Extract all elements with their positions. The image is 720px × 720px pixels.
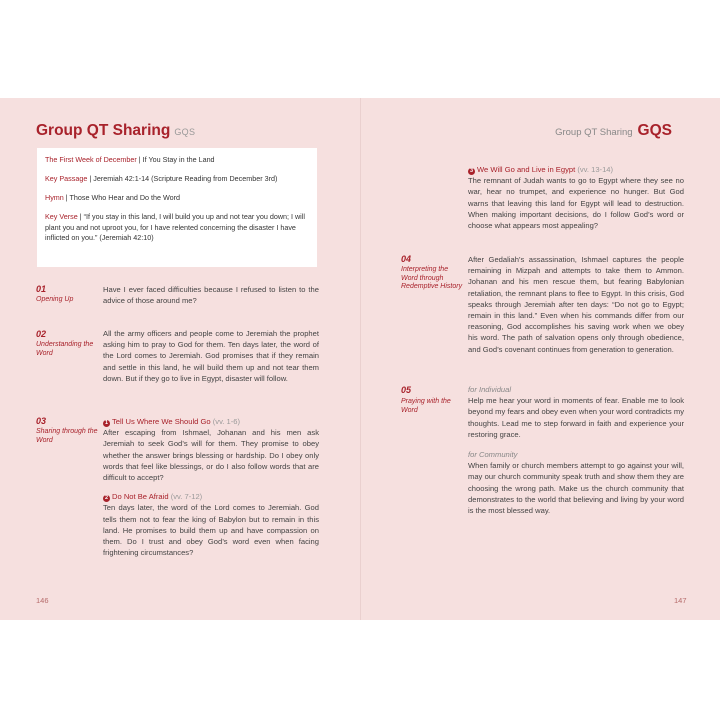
section-01-label: Opening Up — [36, 296, 74, 303]
week-label: The First Week of December — [45, 155, 137, 164]
section-03-number: 03 — [36, 416, 47, 426]
book-spread — [0, 98, 720, 620]
number-3-icon: 3 — [469, 168, 474, 174]
section-04-label: Interpreting the Word through Redemptive History — [401, 266, 463, 291]
section-04-number: 04 — [401, 254, 412, 264]
section-02-text: All the army officers and people come to Jeremiah the prophet asking him to pray to God for them. Ten days later, the word of the Lord comes to Jeremiah. God promises that if they remain and settle in this land, he will build them up and not tear them down. But if they go to live in Egypt, disaster will follow. — [103, 329, 319, 383]
section-03-label: Sharing through the Word — [36, 428, 98, 444]
question-2-title: Do Not Be Afraid — [112, 492, 169, 502]
number-2-icon: 2 — [104, 495, 109, 502]
community-prayer-text: When family or church members attempt to go against your will, may our church community speak truth and show them they are choosing the wrong path. Make us the church community that demonstrates to the world that believing and living by your word is the most blessed way. — [468, 461, 684, 516]
question-3-block — [468, 164, 684, 231]
passage-line — [45, 174, 309, 185]
section-01-text: Have I ever faced difficulties because I refused to listen to the advice of those around me? — [103, 285, 319, 306]
question-3-title: We Will Go and Live in Egypt — [477, 165, 576, 174]
week-sep: | — [136, 155, 143, 164]
verse-value: “If you stay in this land, I will build you up and not tear you down; I will plant you and not uproot you, for I have relented concerning the disaster I have inflicted on you.” (Jeremiah 42:10) — [45, 212, 305, 243]
question-2-text: Ten days later, the word of the Lord comes to Jeremiah. God tells them not to fear the king of Babylon but to remain in this land. He promises to build them up and have compassion on them. Do I trust and obey God’s word even when facing frightening circumstances? — [103, 503, 319, 558]
page-title-abbr: GQS — [174, 127, 196, 137]
question-3-text: The remnant of Judah wants to go to Egypt where they see no war, hear no trumpet, and experience no hunger. But God warns that leaving this land for Egypt will lead to destruction. When making important decisions, do I follow God’s word or choose what appears most appealing? — [468, 176, 684, 231]
individual-prayer-text: Help me hear your word in moments of fear. Enable me to look beyond my fears and obey even when your word contradicts my thoughts. Lead me to step forward in faith and experience your restoring grace. — [468, 396, 684, 439]
verse-label: Key Verse — [45, 212, 78, 222]
hymn-value: Those Who Hear and Do the Word — [69, 193, 181, 203]
section-03-body — [103, 416, 319, 558]
section-05-label: Praying with the Word — [401, 398, 451, 414]
hymn-label: Hymn — [45, 193, 64, 203]
question-1-verses: (vv. 1-6) — [212, 417, 241, 426]
question-1-text: After escaping from Ishmael, Johanan and his men ask Jeremiah to seek God’s will for them. They promise to obey whether the answer brings blessing or hardship. Do I obey only words that feel like blessings, or do I also follow words that are difficult to accept? — [103, 428, 319, 483]
page-title: Group QT Sharing — [36, 122, 171, 139]
page-number-right: 147 — [674, 596, 687, 605]
verse-line — [45, 212, 309, 244]
passage-label: Key Passage — [45, 174, 88, 184]
section-01-number: 01 — [36, 284, 47, 294]
individual-prayer-label: for Individual — [468, 385, 512, 394]
right-page-title — [555, 122, 672, 140]
number-1-icon: 1 — [104, 420, 109, 426]
passage-value: Jeremiah 42:1-14 (Scripture Reading from December 3rd) — [93, 174, 278, 184]
hymn-line — [45, 193, 309, 204]
left-page-title — [36, 122, 195, 140]
page-gutter — [360, 98, 361, 620]
running-title: Group QT Sharing — [555, 127, 633, 138]
running-title-abbr: GQS — [637, 122, 672, 139]
community-prayer-label: for Community — [468, 450, 518, 460]
section-02-label: Understanding the Word — [36, 341, 94, 357]
question-2-verses: (vv. 7-12) — [170, 492, 203, 502]
question-3-heading — [468, 164, 684, 175]
week-line — [45, 155, 309, 166]
question-3-verses: (vv. 13-14) — [577, 165, 614, 174]
hymn-sep: | — [63, 193, 70, 203]
question-1-heading — [103, 416, 319, 427]
section-02-number: 02 — [36, 329, 47, 339]
section-05-number: 05 — [401, 385, 412, 395]
verse-sep: | — [77, 212, 84, 222]
week-value: If You Stay in the Land — [142, 155, 215, 164]
section-04-text: After Gedaliah’s assassination, Ishmael captures the people remaining in Mizpah and attempts to take them to Ammon. Johanan and his men rescue them, but fearing Babylonian retaliation, the remnant plans to flee to Egypt. In this crisis, God speaks through Jeremiah after ten days: “Do not go to Egypt; remain in this land.” Even when his commands differ from our reasoning, God accomplishes his saving work when we obey his word. The path of salvation opens only through obedience, and God’s covenant continues from generation to generation. — [468, 255, 684, 354]
question-2-heading — [103, 491, 319, 502]
page-number-left: 146 — [36, 596, 49, 605]
week-info-box — [37, 148, 317, 267]
question-1-title: Tell Us Where We Should Go — [112, 417, 211, 426]
passage-sep: | — [87, 174, 94, 184]
section-05-body — [468, 384, 684, 516]
